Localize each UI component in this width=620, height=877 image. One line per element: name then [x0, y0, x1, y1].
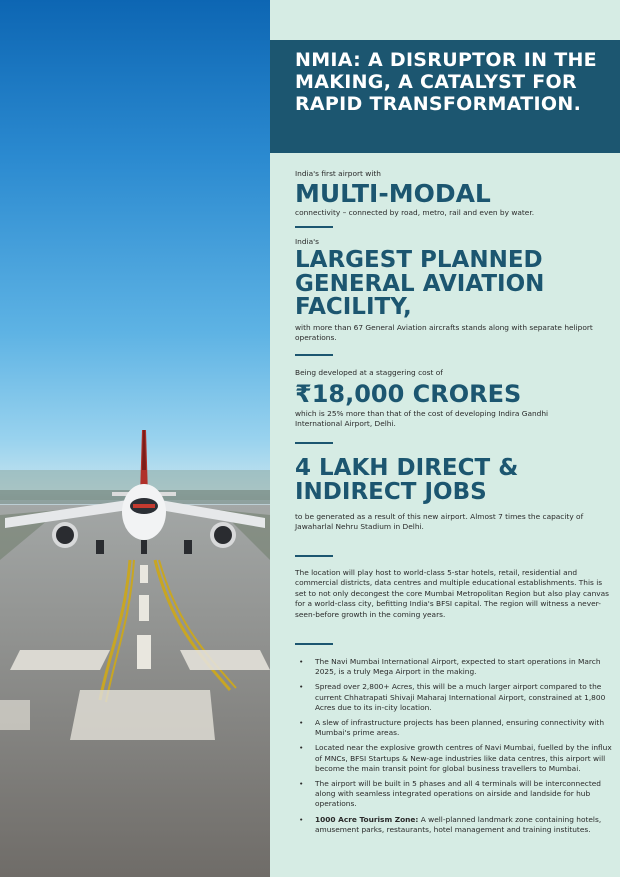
list-item: • The airport will be built in 5 phases and all 4 terminals will be interconnected along with seamless integrated operations on airside and landside for hub operations.	[295, 779, 613, 810]
list-item: • 1000 Acre Tourism Zone: A well-planned landmark zone containing hotels, amusement parks, restaurants, hotel management and training institutes.	[295, 815, 613, 835]
highlight-4-headline: 4 LAKH DIRECT & INDIRECT JOBS	[295, 455, 519, 505]
highlight-2-pre: India's	[295, 237, 320, 246]
highlight-1-headline: MULTI-MODAL	[295, 179, 491, 208]
highlight-1-post: connectivity – connected by road, metro, rail and even by water.	[295, 208, 535, 217]
highlight-3-pre: Being developed at a staggering cost of	[295, 368, 443, 377]
overview-paragraph: The location will play host to world-class 5-star hotels, retail, residential and commercial districts, data centres and multiple educational establishments. This is set to not only decongest the core Mumbai Metropolitan Region but also play canvas for a world-class city, befitting India's BFSI capital. The region will witness a never-seen-before growth in the coming years.	[295, 568, 610, 619]
highlight-2-post: with more than 67 General Aviation aircrafts stands along with separate heliport operations.	[295, 323, 593, 342]
highlight-3-post: which is 25% more than that of the cost of developing Indira Gandhi International Airport, Delhi.	[295, 409, 549, 428]
divider-rule	[295, 555, 333, 557]
highlight-3-headline: ₹18,000 CRORES	[295, 380, 522, 408]
divider-rule	[295, 442, 333, 444]
divider-rule	[295, 354, 333, 356]
content-panel	[270, 0, 620, 877]
page-title: NMIA: A DISRUPTOR IN THE MAKING, A CATALYST FOR RAPID TRANSFORMATION.	[295, 49, 597, 115]
airport-runway-photo	[0, 0, 270, 877]
list-item: • Spread over 2,800+ Acres, this will be a much larger airport compared to the current Chhatrapati Shivaji Maharaj International Airport, constrained at 1,800 Acres due to its in-city location.	[295, 682, 613, 713]
highlight-4-post: to be generated as a result of this new airport. Almost 7 times the capacity of Jawaharlal Nehru Stadium in Delhi.	[295, 512, 584, 531]
feature-list	[295, 657, 613, 840]
divider-rule	[295, 226, 333, 228]
airplane-illustration	[0, 0, 270, 877]
title-banner	[270, 40, 620, 153]
divider-rule	[295, 643, 333, 645]
list-item: • A slew of infrastructure projects has been planned, ensuring connectivity with Mumbai's prime areas.	[295, 718, 613, 738]
highlight-1-pre: India's first airport with	[295, 169, 381, 178]
list-item: • The Navi Mumbai International Airport, expected to start operations in March 2025, is a truly Mega Airport in the making.	[295, 657, 613, 677]
list-item: • Located near the explosive growth centres of Navi Mumbai, fuelled by the influx of MNCs, BFSI Startups & New-age industries like data centres, this airport will become the main transit point for global business travellers to Mumbai.	[295, 743, 613, 774]
highlight-2-headline: LARGEST PLANNED GENERAL AVIATION FACILITY,	[295, 247, 545, 320]
